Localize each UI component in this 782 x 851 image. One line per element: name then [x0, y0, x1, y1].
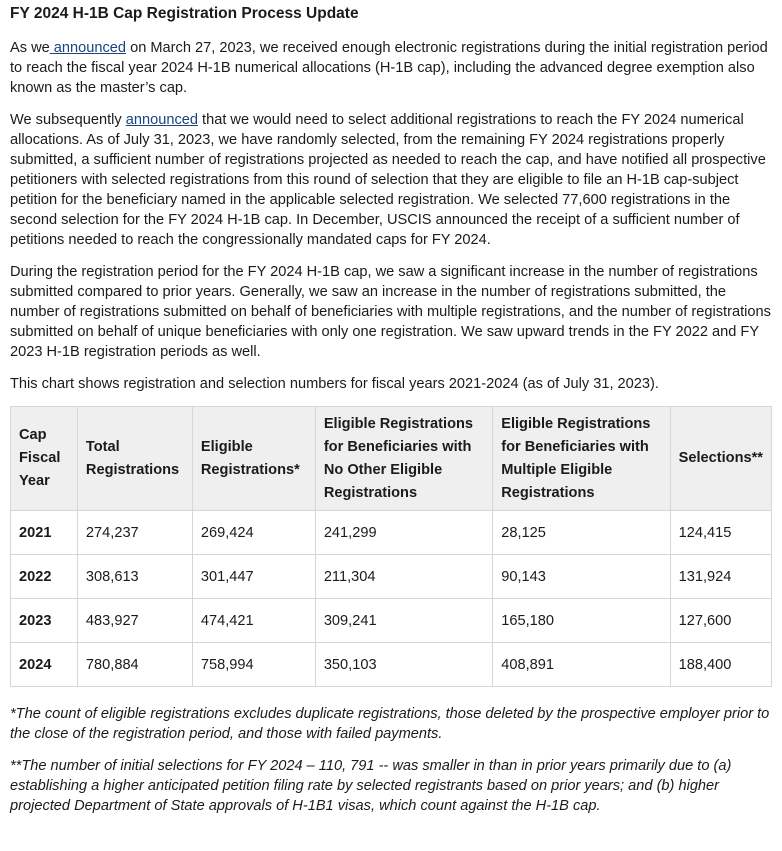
cell-selections: 131,924	[670, 555, 771, 599]
header-eligible-no-other: Eligible Registrations for Beneficiaries with No Other Eligible Registrations	[315, 407, 492, 511]
cell-year: 2021	[11, 511, 78, 555]
header-eligible-registrations: Eligible Registrations*	[192, 407, 315, 511]
registration-table	[10, 406, 772, 687]
cell-eligible: 301,447	[192, 555, 315, 599]
cell-year: 2023	[11, 599, 78, 643]
intro-text-before: As we	[10, 40, 50, 56]
cell-eligible: 474,421	[192, 599, 315, 643]
selection-text-before: We subsequently	[10, 112, 126, 128]
cell-total: 780,884	[77, 643, 192, 687]
cell-no-other: 241,299	[315, 511, 492, 555]
table-row	[11, 643, 772, 687]
cell-selections: 124,415	[670, 511, 771, 555]
selection-paragraph	[10, 110, 772, 250]
table-row	[11, 599, 772, 643]
header-cap-fiscal-year: Cap Fiscal Year	[11, 407, 78, 511]
header-total-registrations: Total Registrations	[77, 407, 192, 511]
header-selections: Selections**	[670, 407, 771, 511]
announced-link-2[interactable]: announced	[125, 112, 198, 128]
cell-total: 483,927	[77, 599, 192, 643]
cell-total: 274,237	[77, 511, 192, 555]
cell-no-other: 211,304	[315, 555, 492, 599]
footnote-eligible: *The count of eligible registrations excludes duplicate registrations, those deleted by the prospective employer prior to the close of the registration period, and those with failed payments.	[10, 706, 770, 742]
cell-no-other: 309,241	[315, 599, 492, 643]
cell-multiple: 90,143	[493, 555, 670, 599]
table-row	[11, 511, 772, 555]
cell-multiple: 165,180	[493, 599, 670, 643]
table-row	[11, 555, 772, 599]
intro-paragraph	[10, 38, 772, 98]
cell-year: 2022	[11, 555, 78, 599]
cell-eligible: 269,424	[192, 511, 315, 555]
chart-caption: This chart shows registration and selection numbers for fiscal years 2021-2024 (as of July 31, 2023).	[10, 376, 659, 392]
footnotes	[10, 704, 772, 816]
cell-total: 308,613	[77, 555, 192, 599]
cell-no-other: 350,103	[315, 643, 492, 687]
intro-text-after: on March 27, 2023, we received enough electronic registrations during the initial registration period to reach the fiscal year 2024 H-1B numerical allocations (H-1B cap), including the advanced degree exemption also known as the master’s cap.	[10, 40, 768, 96]
trends-paragraph: During the registration period for the FY 2024 H-1B cap, we saw a significant increase in the number of registrations submitted compared to prior years. Generally, we saw an increase in the number of registrations submitted, the number of registrations submitted on behalf of beneficiaries with multiple registrations, and the number of registrations submitted on behalf of unique beneficiaries with only one registration. We saw upward trends in the FY 2022 and FY 2023 H-1B registration periods as well.	[10, 264, 771, 360]
header-eligible-multiple: Eligible Registrations for Beneficiaries with Multiple Eligible Registrations	[493, 407, 670, 511]
announced-link-1[interactable]: announced	[49, 40, 127, 56]
cell-eligible: 758,994	[192, 643, 315, 687]
cell-selections: 188,400	[670, 643, 771, 687]
selection-text-after: that we would need to select additional registrations to reach the FY 2024 numerical allocations. As of July 31, 2023, we have randomly selected, from the remaining FY 2024 registrations properly submitted, a sufficient number of registrations projected as needed to reach the cap, and have notified all prospective petitioners with selected registrations from this round of selection that they are eligible to file an H-1B cap-subject petition for the beneficiary named in the applicable selected registration. We selected 77,600 registrations in the second selection for the FY 2024 H-1B cap. In December, USCIS announced the receipt of a sufficient number of petitions needed to reach the congressionally mandated caps for FY 2024.	[10, 112, 766, 248]
footnote-selections: **The number of initial selections for FY 2024 – 110, 791 -- was smaller in than in prior years primarily due to (a) establishing a higher anticipated petition filing rate by selected registrants based on prior years; and (b) higher projected Department of State approvals of H-1B1 visas, which count against the H-1B cap.	[10, 758, 732, 814]
cell-selections: 127,600	[670, 599, 771, 643]
page-title: FY 2024 H-1B Cap Registration Process Update	[10, 5, 359, 22]
cell-multiple: 28,125	[493, 511, 670, 555]
table-header-row	[11, 407, 772, 511]
cell-multiple: 408,891	[493, 643, 670, 687]
cell-year: 2024	[11, 643, 78, 687]
